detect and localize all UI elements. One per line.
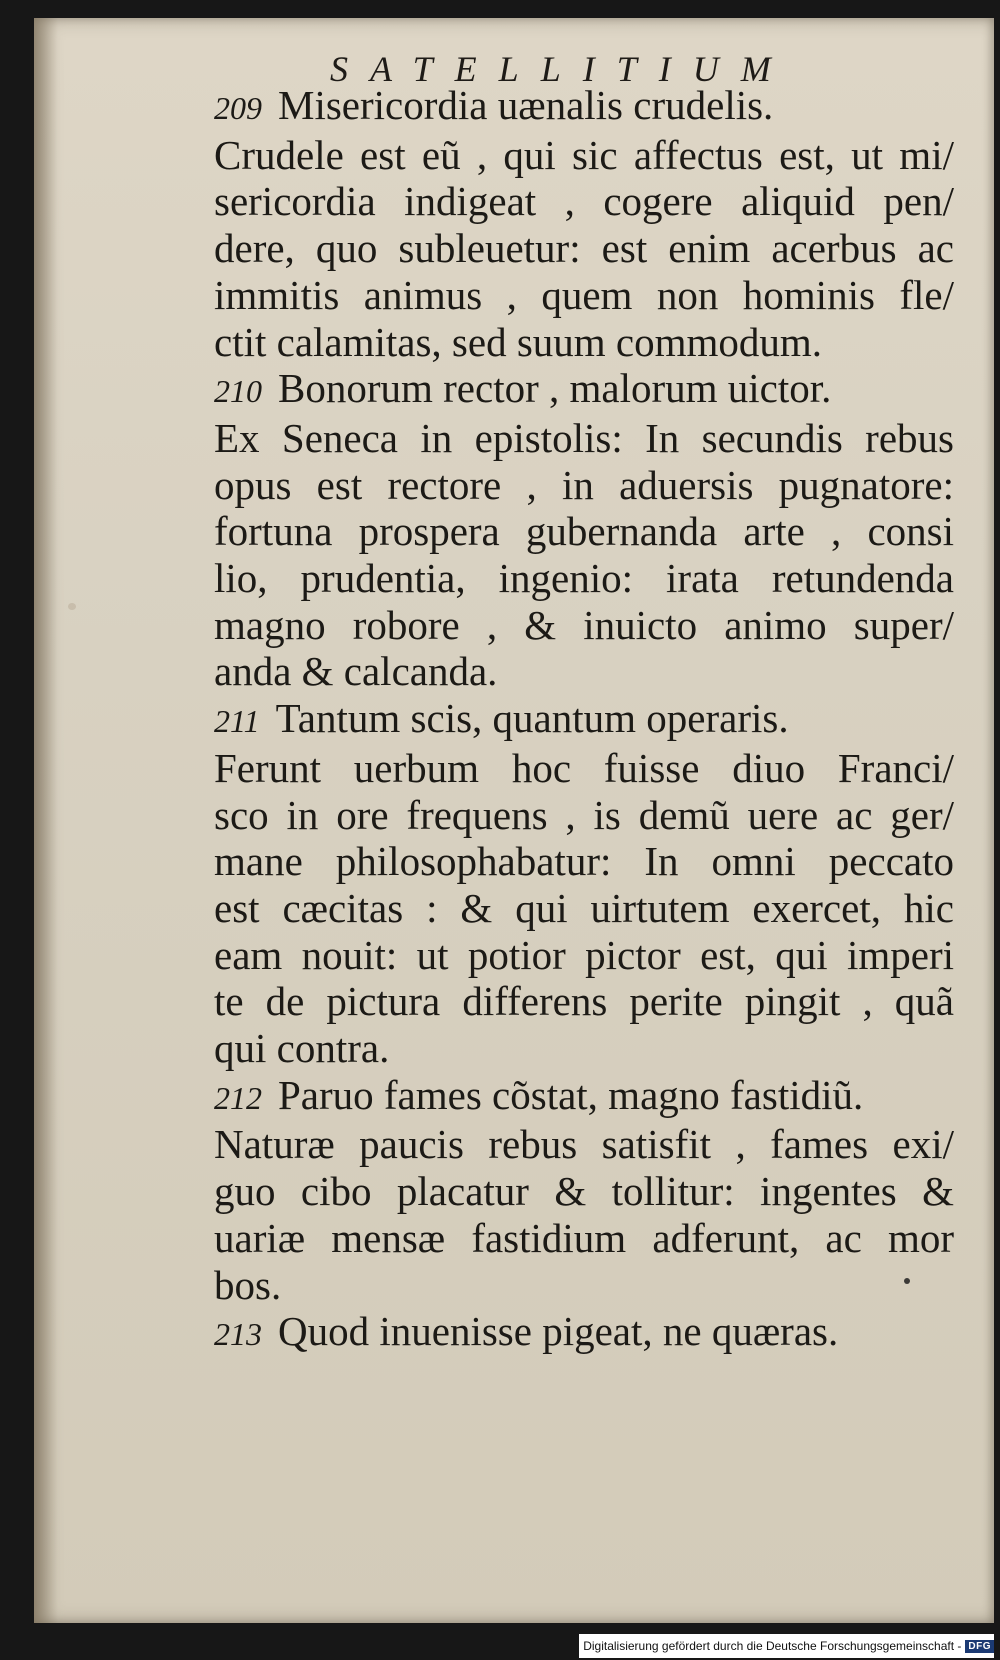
entry-heading-text: Tantum scis, quantum operaris.	[275, 695, 789, 742]
text-line: uariæ mensæ fastidium adferunt, ac mor	[214, 1214, 954, 1261]
text-line: bos.	[214, 1261, 282, 1308]
text-line: dere, quo subleuetur: est enim acerbus ac	[214, 225, 954, 272]
entry-heading	[214, 82, 954, 132]
entry-heading-text: Misericordia uænalis crudelis.	[278, 82, 774, 128]
entry-heading	[214, 365, 954, 415]
text-line: immitis animus , quem non hominis fle/	[214, 271, 954, 318]
text-line: sco in ore frequens , is demũ uere ac ger/	[214, 791, 954, 838]
text-line: te de pictura differens perite pingit , quã	[214, 978, 954, 1025]
dfg-logo-icon: DFG	[965, 1640, 994, 1653]
text-line: opus est rectore , in aduersis pugnatore:	[214, 461, 954, 508]
footer-text: Digitalisierung gefördert durch die Deutsche Forschungsgemeinschaft -	[583, 1639, 962, 1653]
page-text	[214, 82, 954, 1358]
text-line: est cæcitas : & qui uirtutem exercet, hic	[214, 884, 954, 931]
entry-number: 210	[214, 373, 262, 410]
running-head: SATELLITIUM	[330, 49, 793, 89]
text-line: Ex Seneca in epistolis: In secundis rebus	[214, 414, 954, 461]
text-line: qui contra.	[214, 1025, 390, 1072]
text-line: Ferunt uerbum hoc fuisse diuo Franci/	[214, 744, 954, 791]
entry-heading	[214, 1308, 954, 1358]
text-line: sericordia indigeat , cogere aliquid pen/	[214, 178, 954, 225]
entry-number: 211	[214, 703, 260, 740]
text-line: anda & calcanda.	[214, 648, 498, 695]
text-line: ctit calamitas, sed suum commodum.	[214, 318, 823, 365]
entry-number: 209	[214, 90, 262, 126]
entry-heading-text: Paruo fames cõstat, magno fastidiũ.	[278, 1071, 864, 1118]
text-line: Crudele est eũ , qui sic affectus est, ut mi/	[214, 131, 954, 178]
entry-heading-text: Quod inuenisse pigeat, ne quæras.	[278, 1308, 839, 1355]
entry-number: 212	[214, 1079, 262, 1116]
entry-heading	[214, 1072, 954, 1122]
text-line: guo cibo placatur & tollitur: ingentes &	[214, 1168, 954, 1215]
entry-heading-text: Bonorum rector , malorum uictor.	[278, 365, 832, 412]
paper-stain	[68, 603, 76, 610]
text-line: magno robore , & inuicto animo super/	[214, 601, 954, 648]
entry-heading	[214, 695, 954, 745]
text-line: Naturæ paucis rebus satisfit , fames exi/	[214, 1121, 954, 1168]
entry-number: 213	[214, 1316, 262, 1353]
text-line: eam nouit: ut potior pictor est, qui imperi	[214, 931, 954, 978]
digitization-footer	[579, 1634, 994, 1658]
text-line: mane philosophabatur: In omni peccato	[214, 838, 954, 885]
text-line: fortuna prospera gubernanda arte , consi	[214, 508, 954, 555]
text-line: lio, prudentia, ingenio: irata retundenda	[214, 555, 954, 602]
